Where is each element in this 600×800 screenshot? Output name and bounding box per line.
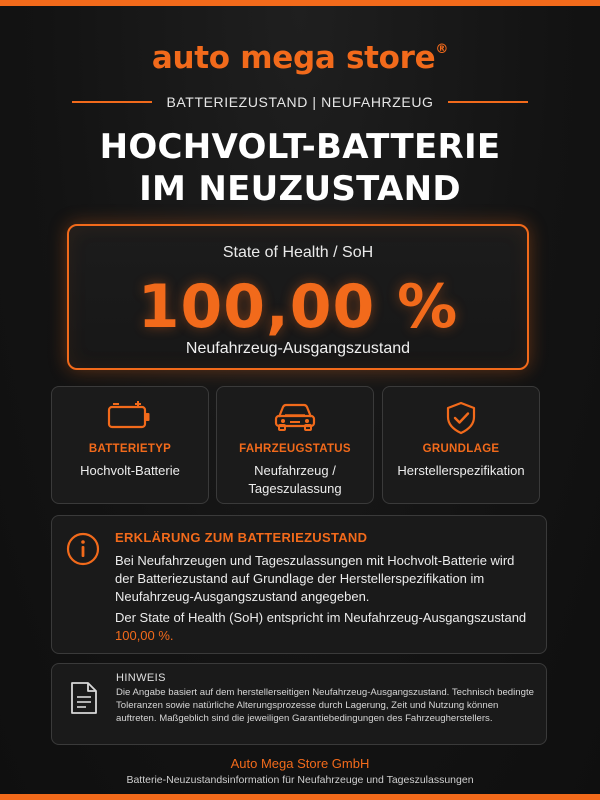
brand-name: auto mega store <box>151 40 436 76</box>
page-title <box>0 126 600 210</box>
explanation-panel <box>51 515 547 654</box>
explanation-soh-value: 100,00 %. <box>115 628 174 643</box>
divider-left <box>72 101 152 103</box>
info-cards <box>51 386 547 504</box>
note-title: HINWEIS <box>116 672 166 684</box>
soh-label: State of Health / SoH <box>222 244 374 261</box>
card-vehicle-status <box>216 386 374 504</box>
card-title: GRUNDLAGE <box>422 443 500 455</box>
explanation-paragraph-1: Bei Neufahrzeugen und Tageszulassungen mit Hochvolt-Batterie wird der Batteriezustand auf Grundlage der Herstellerspezifikation im Neufahrzeug-Ausgangszustand angegeben. <box>115 553 515 604</box>
subline-text: BATTERIEZUSTAND | NEUFAHRZEUG <box>166 94 434 110</box>
explanation-paragraph-2 <box>115 609 535 645</box>
info-icon <box>66 532 100 566</box>
note-text: Die Angabe basiert auf dem herstellerseitigen Neufahrzeug-Ausgangszustand. Technisch bedingte Toleranzen sowie natürliche Alterungsprozesse durch Lagerung, Zeit und Nutzung können auftreten. Maßgeblich sind die jeweiligen Garantiebedingungen des Fahrzeugherstellers. <box>116 687 534 724</box>
card-battery-type <box>51 386 209 504</box>
card-value: Herstellerspezifikation <box>397 463 525 478</box>
footer-tagline: Batterie-Neuzustandsinformation für Neufahrzeuge und Tageszulassungen <box>126 774 474 786</box>
footer-company: Auto Mega Store GmbH <box>230 756 370 771</box>
car-icon <box>271 401 319 433</box>
card-value-line-1: Neufahrzeug / <box>254 463 336 478</box>
shield-check-icon <box>443 401 479 435</box>
document-icon <box>69 680 99 716</box>
card-value-line-2: Tageszulassung <box>248 481 342 496</box>
divider-right <box>448 101 528 103</box>
registered-mark: ® <box>435 42 449 57</box>
battery-icon <box>106 401 154 431</box>
soh-subtitle: Neufahrzeug-Ausgangszustand <box>185 340 411 357</box>
soh-value: 100,00 % <box>137 272 459 342</box>
card-title: BATTERIETYP <box>88 443 172 455</box>
card-value <box>223 462 367 498</box>
card-value: Hochvolt-Batterie <box>80 463 180 478</box>
explanation-title: ERKLÄRUNG ZUM BATTERIEZUSTAND <box>115 530 368 545</box>
explanation-paragraph-2-text: Der State of Health (SoH) entspricht im Neufahrzeug-Ausgangszustand <box>115 610 527 625</box>
card-basis <box>382 386 540 504</box>
brand-logo <box>0 40 600 76</box>
title-line-2: IM NEUZUSTAND <box>139 169 461 209</box>
note-panel <box>51 663 547 745</box>
soh-panel <box>67 224 529 370</box>
subline <box>0 94 600 110</box>
card-title: FAHRZEUGSTATUS <box>239 443 351 455</box>
title-line-1: HOCHVOLT-BATTERIE <box>99 127 501 167</box>
